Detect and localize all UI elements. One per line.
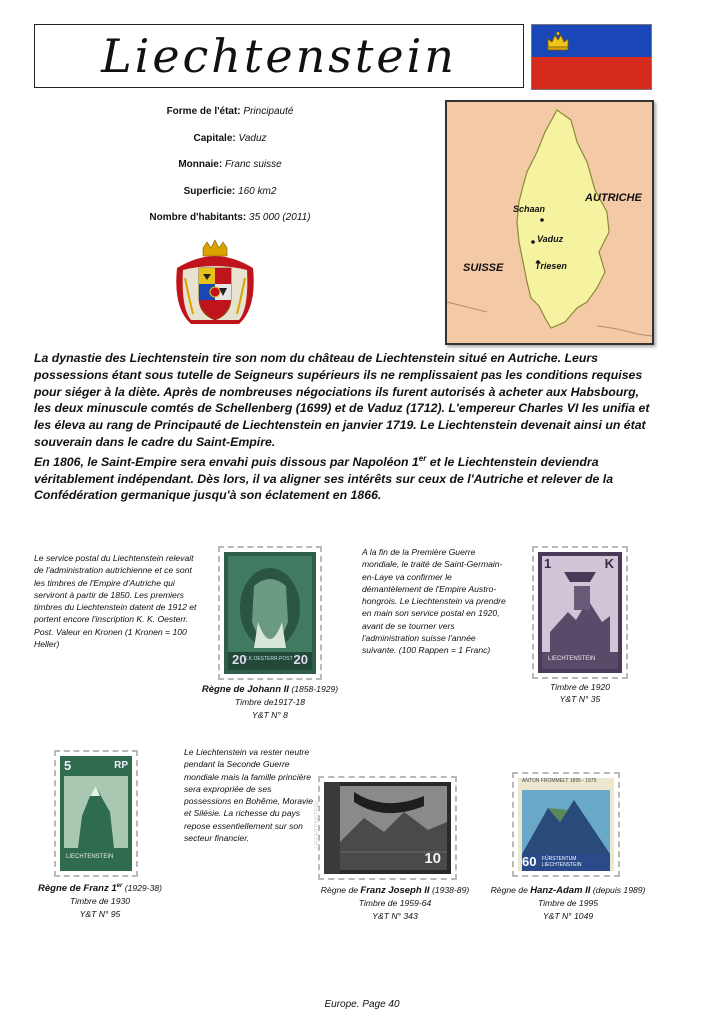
stamp-hanz-adam-ii <box>512 772 620 877</box>
page-footer: Europe. Page 40 <box>324 999 400 1010</box>
stamp-face-value: 5 <box>64 758 72 773</box>
map-image <box>445 100 654 345</box>
stamp-artist: ANTON FROMMELT 1895 - 1975 <box>522 778 597 784</box>
map-city-triesen: Triesen <box>535 261 567 271</box>
fact-state-form: Forme de l'état: Principauté <box>166 106 294 117</box>
caption-hanz-adam-ii: Règne de Hanz-Adam II (depuis 1989) Timbre de 1995 Y&T N° 1049 <box>490 885 646 921</box>
fact-capital: Capitale: Vaduz <box>193 133 267 144</box>
stamp-franz-i <box>54 750 138 877</box>
stamp-inscription: LIECHTENSTEIN <box>548 656 596 662</box>
stamp-face-value: 10 <box>424 850 441 867</box>
caption-franz-joseph-ii: Règne de Franz Joseph II (1938-89) Timbre de 1959-64 Y&T N° 343 <box>320 885 470 921</box>
note-wwi: A la fin de la Première Guerre mondiale, le traité de Saint-Germain-en-Laye va confirmer le démantèlement de l'Empire Austro-hongrois. Le Liechtenstein va prendre en main son service postal en 1920, avant de se tourner vers l'administration suisse l'année suivante. (100 Rappen = 1 Franc) <box>362 547 506 656</box>
stamp-face-value-right: RP <box>114 760 128 771</box>
stamp-inscription: LIECHTENSTEIN <box>314 801 321 849</box>
stamp-face-value-right: K <box>604 556 614 571</box>
fact-area: Superficie: 160 km2 <box>183 186 277 197</box>
fact-population: Nombre d'habitants: 35 000 (2011) <box>149 212 311 223</box>
crown-icon <box>546 31 570 51</box>
caption-johann-ii: Règne de Johann II (1858-1929) Timbre de1917-18 Y&T N° 8 <box>201 684 339 720</box>
stamp-inscription: K.K.OESTERR.POST <box>244 656 293 662</box>
caption-franz-i: Règne de Franz 1er (1929-38) Timbre de 1930 Y&T N° 95 <box>38 883 162 919</box>
note-wwii: Le Liechtenstein va rester neutre pendant la Seconde Guerre mondiale mais la famille princière sera expropriée de ses possessions en Bohême, Moravie et Silésie. La richesse du pays repose essentiellement sur son secteur financier. <box>184 747 313 844</box>
coat-of-arms-image <box>163 238 267 334</box>
caption-1920: Timbre de 1920 Y&T N° 35 <box>549 682 611 705</box>
map-drawing <box>447 102 652 343</box>
stamp-face-value: 1 <box>544 556 552 571</box>
history-text <box>34 350 654 504</box>
history-paragraph-1: La dynastie des Liechtenstein tire son nom du château de Liechtenstein situé en Autriche. Leurs possessions étant sous tutelle de Seigneurs supérieurs ils ne remplissaient pas les conditions requises pour siéger à la diète. Après de nombreuses négociations ils furent autorisés à acheter aux Habsbourg, les deux minuscule comtés de Schellenberg (1699) et de Vaduz (1712). L'empereur Charles VI les unifia et les éleva au rang de Principauté de Liechtenstein en janvier 1719. Le Liechtenstein devenait ainsi un état souverain dans le cadre du Saint-Empire. <box>34 351 650 449</box>
map-city-vaduz: Vaduz <box>537 234 564 244</box>
stamp-franz-joseph-ii <box>314 776 457 880</box>
note-postal: Le service postal du Liechtenstein relevait de l'administration autrichienne et ce sont les timbres de l'Empire d'Autriche qui serviront à partir de 1850. Les premiers timbres du Liechtenstein datent de 1912 et portent encore l'inscription K. K. Oesterr. Post. Valeur en Kronen (1 Kronen = 100 Heller) <box>34 553 197 650</box>
map-country-suisse: SUISSE <box>463 262 504 274</box>
stamp-johann-ii <box>218 546 322 680</box>
stamp-face-value-right: 20 <box>293 652 308 667</box>
flag-image <box>531 24 652 90</box>
history-paragraph-2: En 1806, le Saint-Empire sera envahi puis dissous par Napoléon 1er et le Liechtenstein deviendra véritablement indépendant. Dès lors, il va aligner ses intérêts sur ceux de l'Autriche et relever de la Confédération germanique jusqu'à son éclatement en 1866. <box>34 453 614 503</box>
page-title: Liechtenstein <box>101 29 457 83</box>
map-city-schaan: Schaan <box>513 204 546 214</box>
stamp-1920 <box>532 546 628 679</box>
stamp-inscription: FÜRSTENTUM LIECHTENSTEIN <box>542 856 582 868</box>
map-country-autriche: AUTRICHE <box>585 192 642 204</box>
stamp-face-value: 60 <box>522 854 537 869</box>
title-box <box>34 24 524 88</box>
fact-currency: Monnaie: Franc suisse <box>178 159 282 170</box>
stamp-face-value: 20 <box>232 652 247 667</box>
stamp-inscription: LIECHTENSTEIN <box>66 854 114 860</box>
